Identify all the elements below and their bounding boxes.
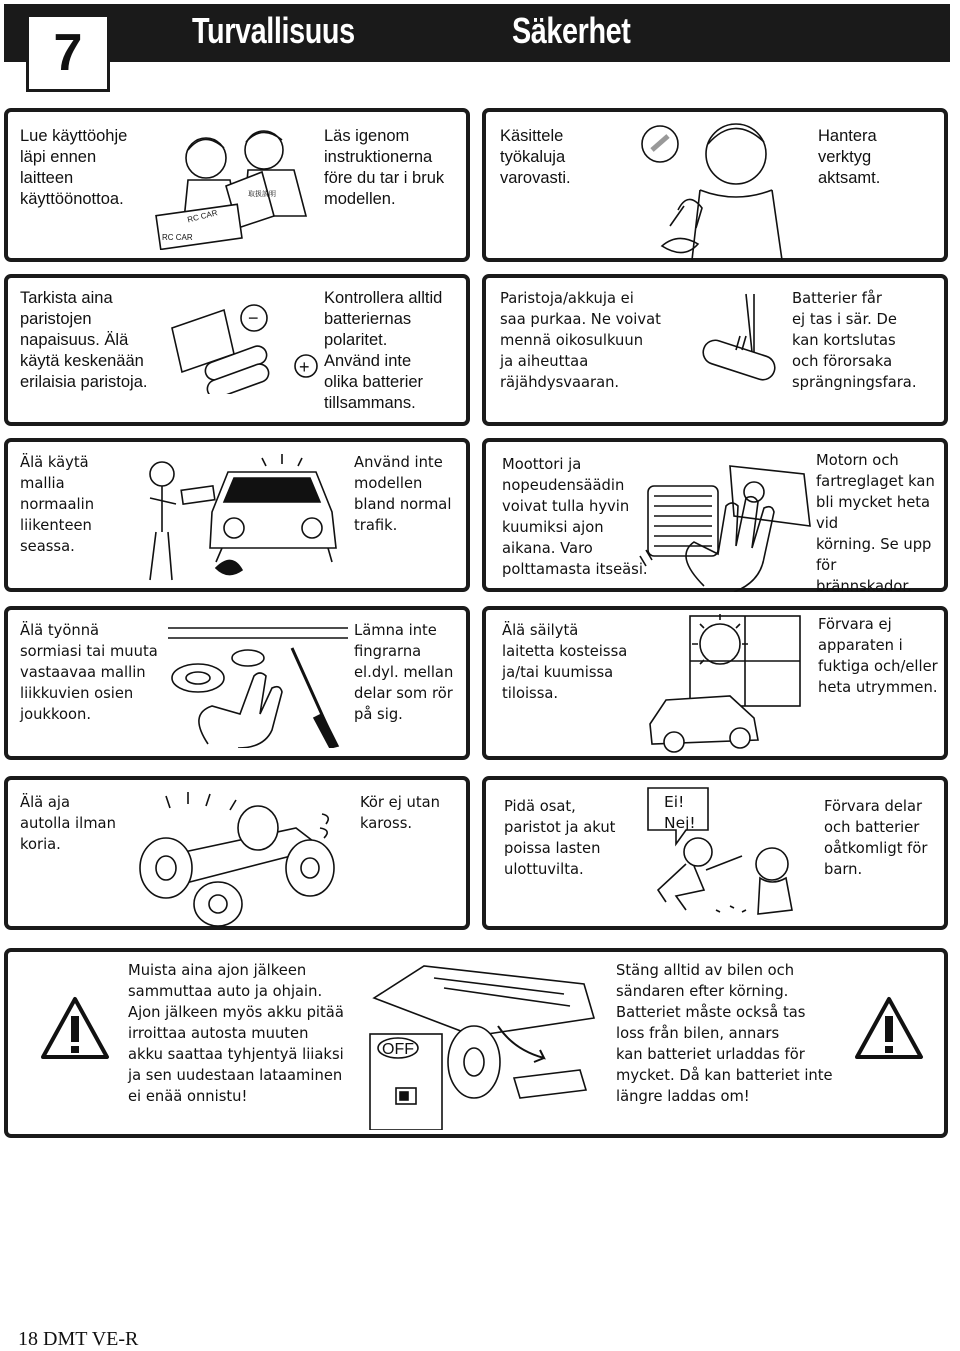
card-switch-off — [4, 948, 948, 1138]
text-sv: Kontrollera alltid batteriernas polaritet. Använd inte olika batterier tillsammans. — [324, 289, 443, 412]
text-fi: Lue käyttöohje läpi ennen laitteen käyttöönottoa. — [20, 127, 128, 208]
text-fi: Muista aina ajon jälkeen sammuttaa auto ja ohjain. Ajon jälkeen myös akku pitää irroittaa autosta muuten akku saattaa tyhjentyä liiaksi ja sen uudestaan lataaminen ei enää onnistu! — [128, 961, 344, 1105]
boy-with-injured-finger-illustration — [638, 114, 788, 260]
text-fi: Tarkista aina paristojen napaisuus. Älä käytä keskenään erilaisia paristoja. — [20, 289, 148, 391]
title-swedish: Säkerhet — [512, 10, 631, 51]
text-fi: Älä käytä mallia normaalin liikenteen seassa. — [20, 453, 95, 555]
text-fi: Pidä osat, paristot ja akut poissa lasten ulottuvilta. — [504, 797, 616, 878]
card-hot-motor — [482, 438, 948, 595]
text-sv: Förvara delar och batterier oåtkomligt för barn. — [824, 797, 928, 878]
title-finnish: Turvallisuus — [192, 10, 355, 51]
speech-bubble-text: Ei! Nej! — [664, 793, 696, 832]
text-sv: Kör ej utan kaross. — [360, 793, 440, 832]
text-fi: Älä säilytä laitetta kosteissa ja/tai kuumissa tiloissa. — [502, 621, 628, 702]
text-sv: Batterier får ej tas i sär. De kan kortslutas och förorsaka sprängningsfara. — [792, 289, 917, 391]
warning-icon — [854, 996, 924, 1060]
text-fi: Paristoja/akkuja ei saa purkaa. Ne voivat mennä oikosulkuun ja aiheuttaa räjähdysvaaran. — [500, 289, 661, 391]
card-moving-parts — [4, 606, 470, 760]
finger-gears-screwdriver-illustration — [168, 618, 348, 748]
text-sv: Hantera verktyg aktsamt. — [818, 127, 881, 187]
section-number: 7 — [26, 14, 110, 92]
page-footer: 18 DMT VE-R — [18, 1328, 139, 1350]
card-handle-tools — [482, 108, 948, 262]
battery-short-circuit-illustration — [696, 292, 786, 392]
card-children — [482, 776, 948, 930]
header-bar — [4, 4, 950, 62]
switch-off-remove-battery-illustration — [364, 958, 600, 1130]
text-sv: Använd inte modellen bland normal trafik. — [354, 453, 452, 534]
box-label: RC CAR — [186, 208, 219, 225]
plus-symbol: + — [299, 357, 310, 377]
text-fi: Moottori ja nopeudensäädin voivat tulla hyvin kuumiksi ajon aikana. Varo polttamasta itseäsi. — [502, 455, 648, 578]
chassis-without-body-illustration — [126, 788, 338, 928]
manual-label: 取扱説明 — [248, 191, 276, 198]
minus-symbol: − — [248, 308, 259, 328]
car-traffic-illustration — [132, 452, 354, 588]
battery-polarity-illustration — [168, 302, 318, 394]
text-sv: Motorn och fartreglaget kan bli mycket heta vid körning. Se upp för brännskador. — [816, 451, 935, 595]
car-in-sun-illustration — [630, 614, 810, 756]
box-label-2: RC CAR — [162, 233, 193, 242]
switch-label: OFF — [382, 1041, 414, 1058]
text-sv: Stäng alltid av bilen och sändaren efter körning. Batteriet måste också tas loss från bilen, annars kan batteriet urladdas för mycket. Då kan batteriet inte längre laddas om! — [616, 961, 833, 1105]
card-battery-disassembly — [482, 274, 948, 426]
warning-icon — [40, 996, 110, 1060]
text-sv: Läs igenom instruktionerna före du tar i bruk modellen. — [324, 127, 445, 208]
text-sv: Lämna inte fingrarna el.dyl. mellan delar som rör på sig. — [354, 621, 454, 723]
card-no-body — [4, 776, 470, 930]
card-read-manual — [4, 108, 470, 262]
hot-motor-hand-illustration — [634, 446, 816, 592]
text-fi: Älä aja autolla ilman koria. — [20, 793, 116, 853]
card-storage — [482, 606, 948, 760]
two-boys-reading-manual-illustration — [154, 124, 314, 250]
card-traffic — [4, 438, 470, 592]
card-battery-polarity — [4, 274, 470, 426]
text-fi: Älä työnnä sormiasi tai muuta vastaavaa mallin liikkuvien osien joukkoon. — [20, 621, 158, 723]
text-sv: Förvara ej apparaten i fuktiga och/eller heta utrymmen. — [818, 615, 938, 696]
text-fi: Käsittele työkaluja varovasti. — [500, 127, 571, 187]
